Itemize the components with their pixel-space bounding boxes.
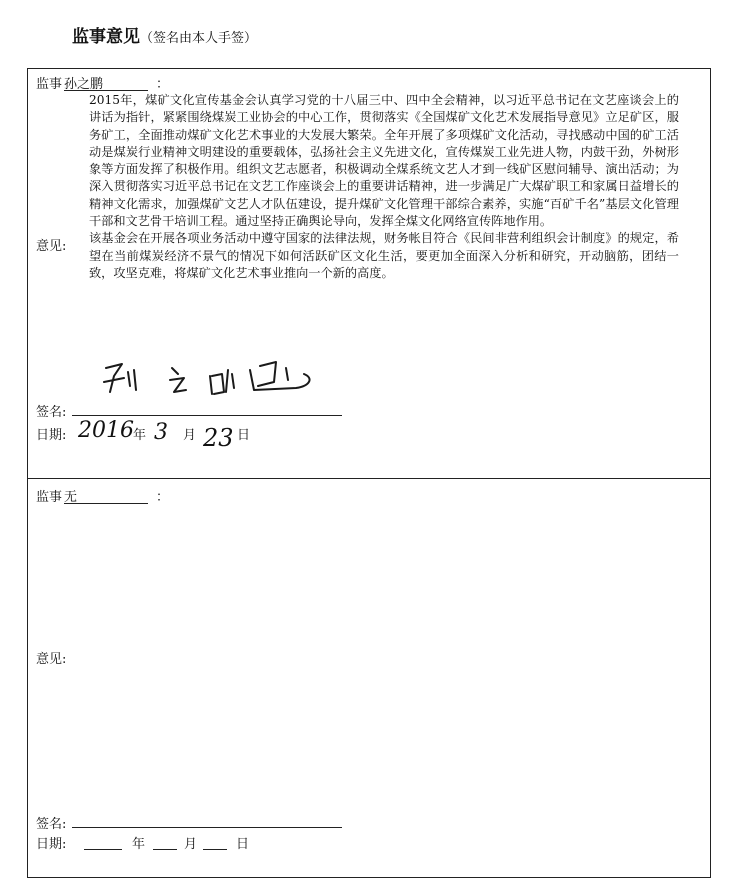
date-month-handwritten: 3 [154, 420, 168, 445]
day-unit: 日 [236, 837, 250, 852]
year-unit: 年 [132, 837, 146, 852]
supervisor-colon: ： [156, 77, 170, 92]
date-label: 日期: [36, 428, 67, 443]
signature-label: 签名: [36, 405, 67, 420]
supervisor-name-underline [64, 503, 148, 504]
opinion-paragraph: 该基金会在开展各项业务活动中遵守国家的法律法规，财务帐目符合《民间非营利组织会计制度》的规定，希望在当前煤炭经济不景气的情况下如何活跃矿区文化生活，要更加全面深入分析和研究，开动脑筋，团结一致，攻坚克难，将煤矿文化艺术事业推向一个新的高度。 [89, 231, 679, 280]
supervisor-label: 监事 [36, 77, 63, 92]
section-divider [27, 478, 711, 479]
supervisor-name: 孙之鹏 [64, 77, 104, 92]
month-unit: 月 [184, 837, 198, 852]
opinion-label: 意见: [36, 239, 67, 254]
handwritten-signature [100, 352, 330, 412]
supervisor-label: 监事 [36, 490, 63, 505]
date-label: 日期: [36, 837, 67, 852]
title-text: 监事意见 [72, 27, 140, 47]
year-unit: 年 [133, 428, 147, 443]
opinion-text [89, 92, 679, 282]
date-year-handwritten: 2016 [78, 418, 134, 443]
title-note: （签名由本人手签） [140, 31, 258, 46]
date-day-handwritten: 23 [203, 424, 234, 452]
month-unit: 月 [183, 428, 197, 443]
page-title [72, 22, 257, 47]
signature-drawing [100, 352, 330, 412]
day-unit: 日 [237, 428, 251, 443]
opinion-label: 意见: [36, 652, 67, 667]
signature-line [72, 827, 342, 828]
supervisor-colon: ： [156, 490, 170, 505]
year-blank [84, 849, 122, 850]
signature-line [72, 415, 342, 416]
month-blank [153, 849, 177, 850]
day-blank [203, 849, 227, 850]
opinion-paragraph: 2015年，煤矿文化宣传基金会认真学习党的十八届三中、四中全会精神，以习近平总书记在文艺座谈会上的讲话为指针，紧紧围绕煤炭工业协会的中心工作，贯彻落实《全国煤矿文化艺术发展指导意见》立足矿区，服务矿工，全面推动煤矿文化艺术事业的大发展大繁荣。全年开展了多项煤矿文化活动，寻找感动中国的矿工活动是煤炭行业精神文明建设的重要载体，弘扬社会主义先进文化，宣传煤炭工业先进人物，内鼓干劲，外树形象等方面发挥了积极作用。组织文艺志愿者，积极调动全煤系统文艺人才到一线矿区慰问辅导、演出活动；为深入贯彻落实习近平总书记在文艺工作座谈会上的重要讲话精神，进一步满足广大煤矿职工和家属日益增长的精神文化需求，加强煤矿文艺人才队伍建设，提升煤矿文化管理干部综合素养，实施“百矿千名”基层文化管理干部和文艺骨干培训工程。通过坚持正确舆论导向，发挥全煤文化网络宣传阵地作用。 [89, 93, 679, 229]
signature-label: 签名: [36, 817, 67, 832]
supervisor-name-underline [64, 90, 148, 91]
supervisor-name: 无 [64, 490, 78, 505]
